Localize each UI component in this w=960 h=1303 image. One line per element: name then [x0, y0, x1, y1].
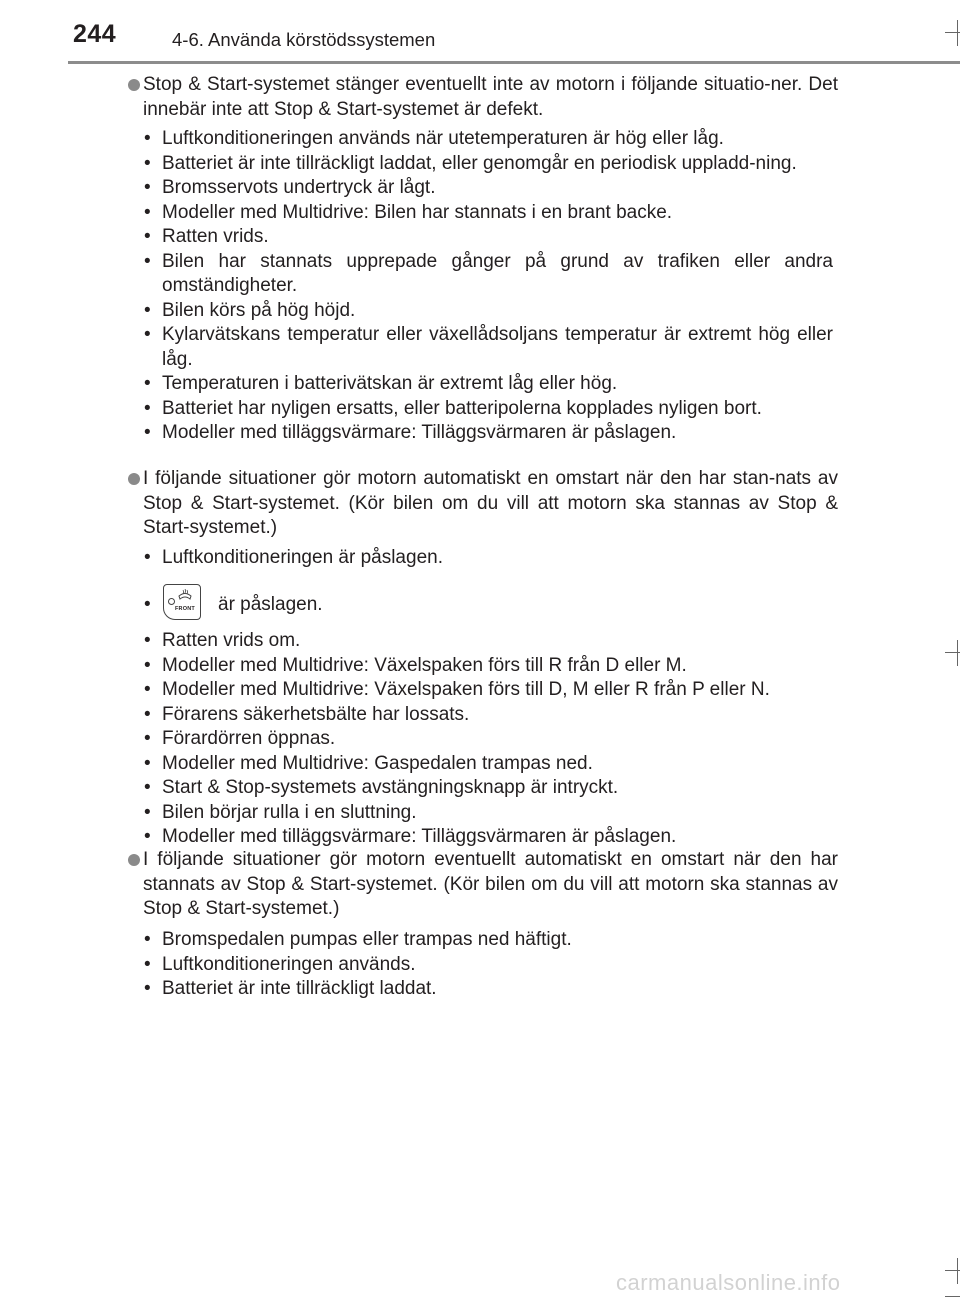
list-item: • Modeller med Multidrive: Bilen har stannats i en brant backe. [143, 201, 833, 226]
list-item: • Modeller med Multidrive: Växelspaken förs till R från D eller M. [143, 654, 833, 679]
paragraph-text: Stop & Start-systemet stänger eventuellt inte av motorn i följande situatio-ner. Det innebär inte att Stop & Start-systemet är defekt. [143, 74, 838, 120]
watermark[interactable]: carmanualsonline.info [616, 1270, 841, 1295]
section-title: 4-6. Använda körstödssystemen [172, 29, 436, 50]
list-item: • Modeller med Multidrive: Gaspedalen trampas ned. [143, 752, 833, 777]
list-item: • Förardörren öppnas. [143, 727, 833, 752]
paragraph-text: I följande situationer gör motorn automatiskt en omstart när den har stan-nats av Stop & Start-systemet. (Kör bilen om du vill att motorn ska stannas av Stop & Start-systemet.) [143, 468, 838, 538]
list-item: • Ratten vrids. [143, 225, 833, 250]
list-item: • Modeller med Multidrive: Växelspaken förs till D, M eller R från P eller N. [143, 678, 833, 703]
list-item: • Luftkonditioneringen används när utetemperaturen är hög eller låg. [143, 127, 833, 152]
paragraph-3 [143, 848, 838, 922]
page-header [0, 0, 960, 62]
list-item: • Bilen börjar rulla i en sluttning. [143, 801, 833, 826]
page-number: 244 [73, 20, 117, 48]
list-item-text: är påslagen. [218, 594, 323, 615]
list-item: • Bromspedalen pumpas eller trampas ned häftigt. [143, 928, 833, 953]
list-item-with-icon: • FRONT är påslagen. [143, 584, 833, 624]
list-2b [143, 629, 833, 850]
paragraph-2 [143, 467, 838, 541]
front-defogger-button-icon [163, 584, 201, 620]
list-item: • Luftkonditioneringen är påslagen. [143, 546, 833, 571]
list-item: • Modeller med tilläggsvärmare: Tilläggsvärmaren är påslagen. [143, 421, 833, 446]
list-item: • Bilen körs på hög höjd. [143, 299, 833, 324]
list-item: • Ratten vrids om. [143, 629, 833, 654]
paragraph-text: I följande situationer gör motorn eventuellt automatiskt en omstart när den har stannats av Stop & Start-systemet. (Kör bilen om du vill att motorn ska stannas av Stop & Start-systemet.) [143, 849, 838, 919]
indicator-light-icon [168, 598, 175, 605]
list-3 [143, 928, 833, 1002]
button-label: FRONT [175, 606, 195, 612]
list-2a [143, 546, 833, 571]
list-item: • Temperaturen i batterivätskan är extremt låg eller hög. [143, 372, 833, 397]
list-item: • Batteriet är inte tillräckligt laddat, eller genomgår en periodisk uppladd-ning. [143, 152, 833, 177]
list-item: • Luftkonditioneringen används. [143, 953, 833, 978]
windshield-defog-icon [178, 589, 192, 601]
list-item: • Batteriet har nyligen ersatts, eller batteripolerna kopplades nyligen bort. [143, 397, 833, 422]
list-item: • Start & Stop-systemets avstängningsknapp är intryckt. [143, 776, 833, 801]
list-1 [143, 127, 833, 446]
list-item: • Bromsservots undertryck är lågt. [143, 176, 833, 201]
bullet-circle-icon [128, 473, 140, 485]
bullet-circle-icon [128, 854, 140, 866]
list-item: • Batteriet är inte tillräckligt laddat. [143, 977, 833, 1002]
list-item: • Kylarvätskans temperatur eller växellådsoljans temperatur är extremt hög eller låg. [143, 323, 833, 372]
list-item: • Modeller med tilläggsvärmare: Tilläggsvärmaren är påslagen. [143, 825, 833, 850]
list-item: • Förarens säkerhetsbälte har lossats. [143, 703, 833, 728]
header-divider [68, 61, 960, 64]
paragraph-1 [143, 73, 838, 122]
bullet-circle-icon [128, 79, 140, 91]
list-item: • Bilen har stannats upprepade gånger på grund av trafiken eller andra omständigheter. [143, 250, 833, 299]
